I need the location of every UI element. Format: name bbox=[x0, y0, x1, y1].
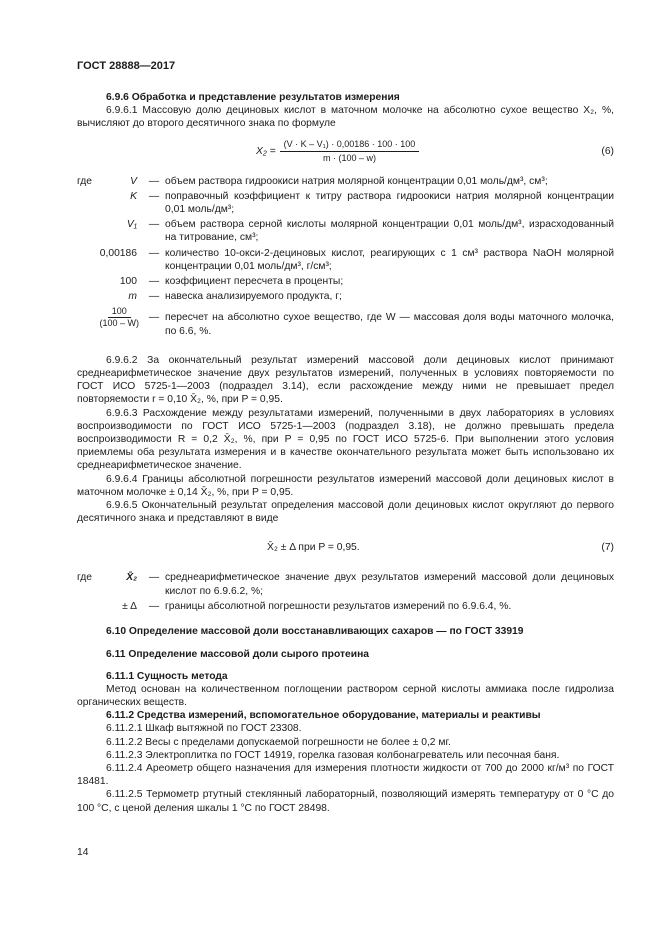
formula-7 bbox=[77, 539, 614, 561]
definition-row bbox=[77, 600, 614, 613]
definition-symbol: ± Δ bbox=[122, 600, 137, 612]
where-label: где bbox=[77, 572, 93, 584]
definition-row bbox=[77, 175, 614, 188]
definition-symbol: 100 bbox=[119, 276, 137, 288]
definition-dash: — bbox=[148, 190, 160, 202]
paragraph: 6.9.6.5 Окончательный результат определения массовой доли дециновых кислот округляют до первого десятичного знака и представляют в виде bbox=[77, 500, 614, 525]
definition-text: объем раствора гидроокиси натрия молярной концентрации 0,01 моль/дм³, см³; bbox=[165, 175, 548, 187]
definition-row bbox=[77, 571, 614, 597]
formula-expression: X̄₂ ± Δ при P = 0,95. bbox=[267, 542, 360, 554]
definition-dash: — bbox=[148, 600, 160, 612]
section-heading: 6.9.6 Обработка и представление результатов измерения bbox=[106, 92, 400, 103]
formula-denominator: m · (100 – w) bbox=[322, 152, 376, 163]
document-header: ГОСТ 28888—2017 bbox=[77, 60, 176, 72]
definition-dash: — bbox=[148, 291, 160, 303]
list-item: 6.11.2.4 Ареометр общего назначения для измерения плотности жидкости от 700 до 2000 кг/м³ по ГОСТ 18481. bbox=[77, 762, 614, 788]
page-number: 14 bbox=[77, 847, 89, 858]
definition-symbol: 0,00186 bbox=[99, 247, 137, 259]
list-item: 6.11.2.2 Весы с пределами допускаемой погрешности не более ± 0,2 мг. bbox=[106, 736, 451, 748]
definition-text: количество 10-окси-2-дециновых кислот, реагирующих с 1 см³ раствора NaOH молярной концентрации 0,01 моль/дм³, г/см³; bbox=[165, 247, 614, 272]
formula-6 bbox=[77, 137, 614, 167]
definition-symbol: K bbox=[130, 190, 137, 202]
definition-symbol bbox=[77, 305, 143, 329]
definition-row bbox=[77, 218, 614, 244]
list-item: 6.11.2.3 Электроплитка по ГОСТ 14919, горелка газовая колбонагреватель или песочная баня. bbox=[106, 749, 560, 761]
definition-row bbox=[77, 305, 614, 337]
definition-symbol: V₁ bbox=[126, 219, 137, 231]
definition-row bbox=[77, 190, 614, 216]
paragraph: 6.9.6.2 За окончательный результат измерений массовой доли дециновых кислот принимают среднеарифметическое значение двух результатов измерений, полученных в условиях повторяемости по ГОСТ ИСО 5725-1—2003 (подраздел 3.14), если расхождение между ними не превышает предел повторяемости r = 0,10 X̄₂, %, при P = 0,95. bbox=[77, 354, 614, 406]
definition-row bbox=[77, 290, 614, 303]
paragraph: 6.9.6.4 Границы абсолютной погрешности результатов измерений массовой доли дециновых кислот в маточном молочке ± 0,14 X̄₂, %, при P = 0,95. bbox=[77, 473, 614, 498]
formula-fraction bbox=[280, 139, 420, 164]
where-label: где bbox=[77, 175, 93, 187]
list-item: 6.11.2.1 Шкаф вытяжной по ГОСТ 23308. bbox=[106, 723, 302, 735]
definition-symbol: V bbox=[130, 175, 137, 187]
formula-numerator: (V · K – V₁) · 0,00186 · 100 · 100 bbox=[280, 139, 420, 152]
paragraph: 6.9.6.3 Расхождение между результатами измерений, полученными в двух лабораториях в условиях воспроизводимости по ГОСТ ИСО 5725-1—2003 (подраздел 3.18), не должно превышать предела воспроизводимости R = 0,2 X̄₂, %, при P = 0,95 по ГОСТ ИСО 5725-6. При выполнении этого условия приемлемы оба результата измерения и в качестве окончательного результата может быть использовано их среднеарифметическое значение. bbox=[77, 407, 614, 472]
fraction-denominator: (100 – W) bbox=[99, 318, 139, 329]
definition-dash: — bbox=[148, 219, 160, 231]
subsection-heading: 6.11.2 Средства измерений, вспомогательное оборудование, материалы и реактивы bbox=[106, 710, 541, 722]
definition-row bbox=[77, 275, 614, 288]
definition-dash: — bbox=[148, 312, 160, 324]
definition-symbol: m bbox=[128, 291, 137, 303]
section-heading: 6.10 Определение массовой доли восстанавливающих сахаров — по ГОСТ 33919 bbox=[106, 626, 524, 638]
definition-text: среднеарифметическое значение двух результатов измерений массовой доли дециновых кислот по 6.9.6.2, %; bbox=[165, 572, 614, 597]
definition-dash: — bbox=[148, 276, 160, 288]
page-content bbox=[77, 91, 614, 815]
definition-symbol: X̄₂ bbox=[126, 572, 137, 584]
definition-text: границы абсолютной погрешности результатов измерений по 6.9.6.4, %. bbox=[165, 600, 512, 612]
definition-text: коэффициент пересчета в проценты; bbox=[165, 276, 344, 288]
fraction-symbol bbox=[99, 306, 139, 329]
list-item: 6.11.2.5 Термометр ртутный стеклянный лабораторный, позволяющий измерять температуру от 0 °С до 100 °С, с ценой деления шкалы 1 °С по ГОСТ 28498. bbox=[77, 789, 614, 814]
definition-text: пересчет на абсолютно сухое вещество, где W — массовая доля воды маточного молочка, по 6.6, %. bbox=[165, 312, 614, 337]
equation-number: (6) bbox=[601, 145, 614, 157]
equation-number: (7) bbox=[601, 542, 614, 554]
formula-lhs: X₂ = bbox=[256, 145, 276, 157]
definition-dash: — bbox=[148, 247, 160, 259]
subsection-heading: 6.11.1 Сущность метода bbox=[106, 670, 228, 682]
section-heading: 6.11 Определение массовой доли сырого протеина bbox=[106, 649, 370, 661]
paragraph: 6.9.6.1 Массовую долю дециновых кислот в маточном молочке на абсолютно сухое вещество X₂, %, вычисляют до второго десятичного знака по формуле bbox=[77, 105, 614, 130]
definition-row bbox=[77, 247, 614, 273]
paragraph: Метод основан на количественном поглощении раствором серной кислоты аммиака после гидролиза органических веществ. bbox=[77, 683, 614, 708]
definition-dash: — bbox=[148, 572, 160, 584]
definition-text: объем раствора серной кислоты молярной концентрации 0,01 моль/дм³, израсходованный на титрование, см³; bbox=[165, 219, 614, 244]
definition-text: поправочный коэффициент к титру раствора гидроокиси натрия молярной концентрации 0,01 моль/дм³; bbox=[165, 190, 614, 216]
definition-dash: — bbox=[148, 175, 160, 187]
definition-text: навеска анализируемого продукта, г; bbox=[165, 291, 342, 303]
fraction-numerator: 100 bbox=[108, 306, 131, 318]
